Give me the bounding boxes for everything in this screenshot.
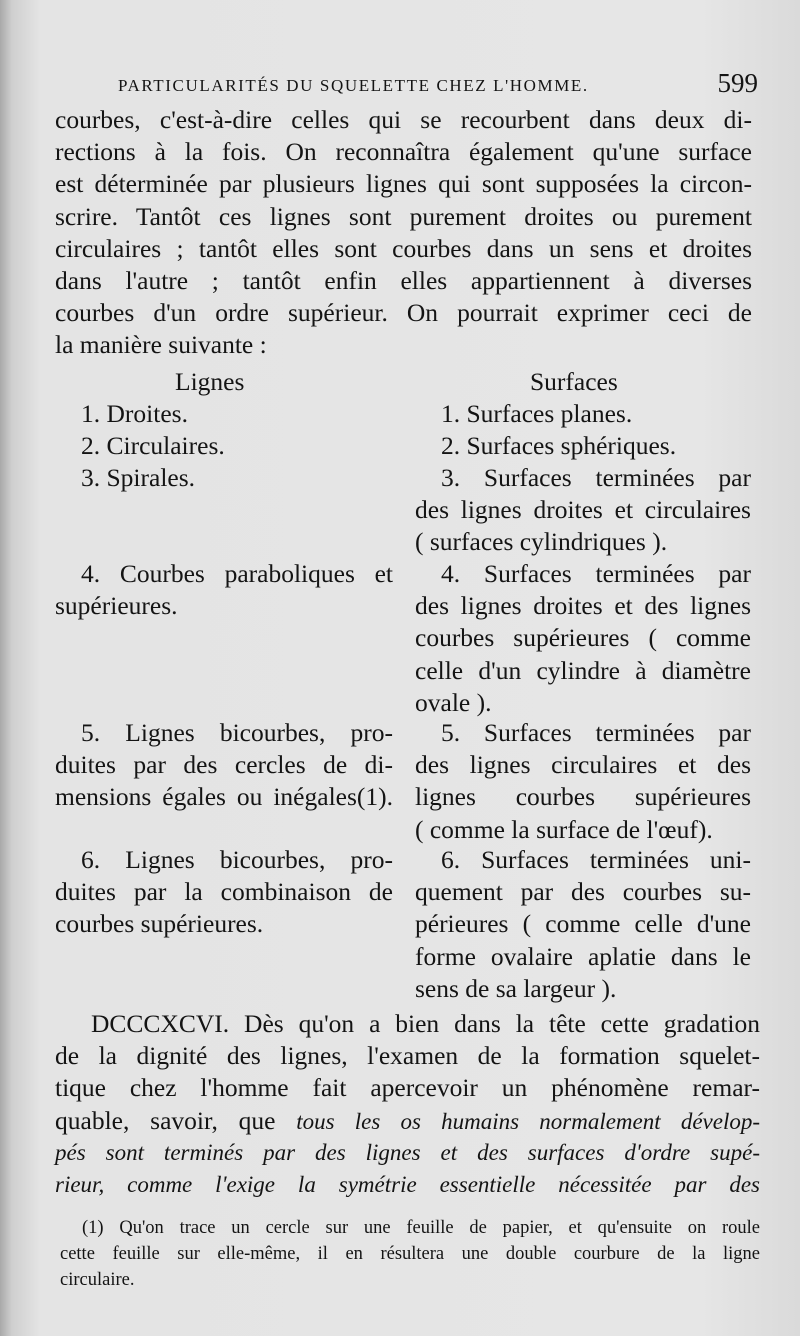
column-heading-surfaces: Surfaces xyxy=(530,367,618,396)
text-line: sens de sa largeur ). xyxy=(415,973,617,1003)
footnote-line: cette feuille sur elle-même, il en résultera une double courbure de la ligne xyxy=(60,1244,760,1264)
table-cell-right xyxy=(415,398,777,430)
text-line: la manière suivante : xyxy=(55,330,267,360)
text-line: ( comme la surface de l'œuf). xyxy=(415,814,713,844)
italic-line: pés sont terminés par des lignes et des surfaces d'ordre supé- xyxy=(55,1139,760,1165)
text-line: duites par des cercles de di- xyxy=(55,750,393,780)
text-line: 6. Surfaces terminées uni- xyxy=(441,845,751,874)
section-dcccxcvi xyxy=(55,1008,760,1201)
text-line: rections à la fois. On reconnaîtra également qu'une surface xyxy=(55,137,752,167)
text-line: des lignes droites et des lignes xyxy=(415,591,751,621)
text-line: lignes courbes supérieures xyxy=(415,782,751,812)
text-line: courbes supérieures. xyxy=(55,909,264,939)
text-line: 4. Surfaces terminées par xyxy=(441,559,751,588)
italic-line: rieur, comme l'exige la symétrie essentielle nécessitée par des xyxy=(55,1171,760,1197)
text-line: courbes, c'est-à-dire celles qui se recourbent dans deux di- xyxy=(55,105,752,134)
text-line: celle d'un cylindre à diamètre xyxy=(415,655,751,685)
text-line: 5. Surfaces terminées par xyxy=(441,718,751,747)
table-cell-left xyxy=(55,558,393,622)
text-line: dans l'autre ; tantôt enfin elles appartiennent à diverses xyxy=(55,265,752,295)
text-line: 1. Surfaces planes. xyxy=(441,399,633,428)
table-cell-left xyxy=(55,844,393,941)
italic-text: tous les os humains normalement dévelop- xyxy=(296,1108,760,1134)
footnote-line: circulaire. xyxy=(60,1270,135,1290)
column-heading-lignes: Lignes xyxy=(175,367,245,396)
text-line: forme ovalaire aplatie dans le xyxy=(415,941,751,971)
running-title: PARTICULARITÉS DU SQUELETTE CHEZ L'HOMME. xyxy=(118,76,589,95)
table-cell-left xyxy=(55,430,419,462)
text-line: des lignes circulaires et des xyxy=(415,750,751,780)
text-line: supérieures. xyxy=(55,591,178,621)
text-line: 1. Droites. xyxy=(81,399,188,428)
table-cell-right xyxy=(415,430,777,462)
text-line: 6. Lignes bicourbes, pro- xyxy=(81,845,393,874)
page-number: 599 xyxy=(717,68,758,98)
table-cell-right xyxy=(415,462,751,559)
text-line: mensions égales ou inégales(1). xyxy=(55,782,393,812)
text-line: duites par la combinaison de xyxy=(55,877,393,907)
table-cell-left xyxy=(55,717,393,814)
text-line: quement par des courbes su- xyxy=(415,877,751,907)
text-line: périeures ( comme celle d'une xyxy=(415,909,751,939)
footnote-line: (1) Qu'on trace un cercle sur une feuille de papier, et qu'ensuite on roule xyxy=(82,1218,760,1238)
roman-text: quable, savoir, que xyxy=(55,1105,297,1135)
text-line: est déterminée par plusieurs lignes qui sont supposées la circon- xyxy=(55,169,752,199)
text-line: ( surfaces cylindriques ). xyxy=(415,527,668,557)
text-line: des lignes droites et circulaires xyxy=(415,495,751,525)
table-cell-right xyxy=(415,844,751,1005)
text-line: de la dignité des lignes, l'examen de la formation squelet- xyxy=(55,1041,760,1071)
table-cell-right xyxy=(415,558,751,719)
table-cell-left xyxy=(55,462,419,494)
table-cell-left xyxy=(55,398,419,430)
text-line xyxy=(55,1105,760,1137)
text-line: courbes supérieures ( comme xyxy=(415,623,751,653)
text-line: scrire. Tantôt ces lignes sont purement droites ou purement xyxy=(55,201,752,231)
text-line: circulaires ; tantôt elles sont courbes dans un sens et droites xyxy=(55,233,752,263)
text-line: tique chez l'homme fait apercevoir un phénomène remar- xyxy=(55,1073,760,1103)
footnote xyxy=(60,1215,760,1293)
text-line: 5. Lignes bicourbes, pro- xyxy=(81,718,393,747)
text-line: 2. Surfaces sphériques. xyxy=(441,431,677,460)
text-line: 3. Surfaces terminées par xyxy=(441,463,751,492)
text-line: 2. Circulaires. xyxy=(81,431,225,460)
intro-paragraph xyxy=(55,104,752,362)
table-cell-right xyxy=(415,717,751,846)
text-line: DCCCXCVI. Dès qu'on a bien dans la tête cette gradation xyxy=(91,1009,760,1038)
text-line: courbes d'un ordre supérieur. On pourrait exprimer ceci de xyxy=(55,298,752,328)
text-line: ovale ). xyxy=(415,687,492,717)
text-line: 4. Courbes paraboliques et xyxy=(81,559,393,588)
text-line: 3. Spirales. xyxy=(81,463,196,492)
